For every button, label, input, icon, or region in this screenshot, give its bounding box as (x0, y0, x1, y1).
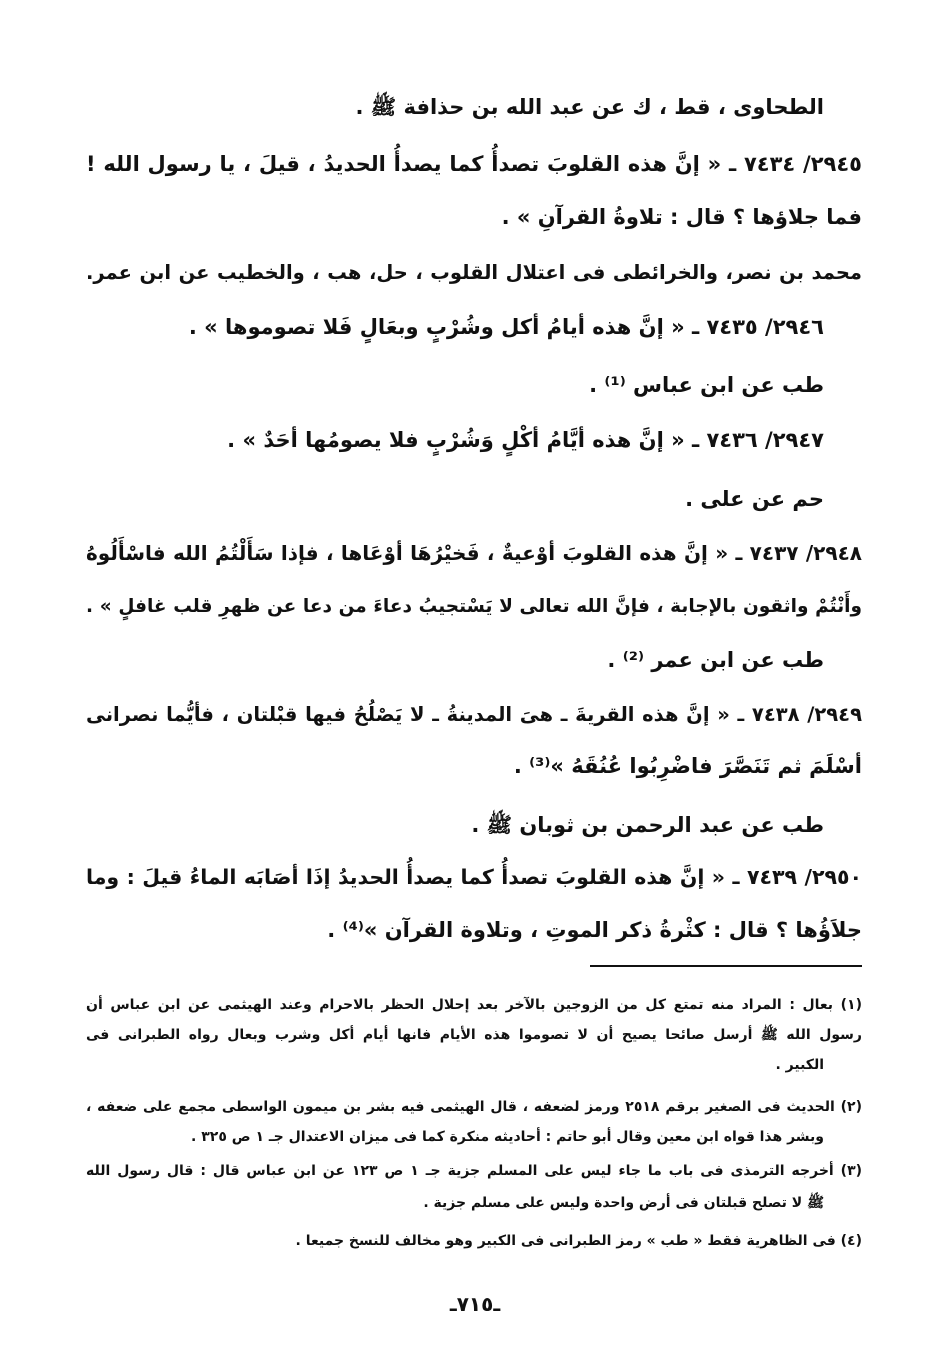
source-2946: طب عن ابن عباس ⁽¹⁾ . (589, 373, 824, 397)
footnote-2-line-1: (٢) الحديث فى الصغير برقم ٢٥١٨ ورمز لضعفه ، قال الهيثمى فيه بشر بن ميمون الواسطى مجمع على ضعفه ، (86, 1099, 862, 1115)
hadith-2949-line-2: أسْلَمَ ثم تَنَصَّرَ فاضْرِبُوا عُنُقَهُ »⁽³⁾ . (513, 754, 862, 778)
source-2948: طب عن ابن عمر ⁽²⁾ . (607, 648, 824, 672)
footnote-2-line-2: وبشر هذا قواه ابن معين وقال أبو حاتم : أحاديثه منكرة كما فى ميزان الاعتدال جـ ١ ص ٣٢٥ . (191, 1129, 824, 1145)
source-line: الطحاوى ، قط ، ك عن عبد الله بن حذافة ﷺ . (355, 95, 824, 119)
source-2949: طب عن عبد الرحمن بن ثوبان ﷺ . (471, 813, 824, 837)
footnote-1-line-3: الكبير . (775, 1057, 824, 1073)
hadith-2945-line-2: فما جلاؤها ؟ قال : تلاوةُ القرآنِ » . (501, 205, 862, 229)
hadith-2948-line-2: وأَنْتُمْ واثقون بالإجابة ، فإنَّ الله تعالى لا يَسْتجيبُ دعاءَ من دعا عن ظهرِ قلب غافلٍ » . (86, 596, 862, 617)
hadith-2946: ٢٩٤٦/ ٧٤٣٥ ـ « إنَّ هذه أيامُ أكل وشُرْبٍ وبعَالٍ فَلا تصوموها » . (188, 315, 824, 339)
footnote-3-line-1: (٣) أخرجه الترمذى فى باب ما جاء ليس على المسلم جزية جـ ١ ص ١٢٣ عن ابن عباس قال : قال رسول الله (86, 1163, 863, 1179)
source-2947: حم عن على . (685, 487, 824, 511)
source-2945: محمد بن نصر، والخرائطى فى اعتلال القلوب ، حل، هب ، والخطيب عن ابن عمر. (86, 261, 862, 284)
footnote-4: (٤) فى الظاهرية فقط « طب » رمز الطبرانى فى الكبير وهو مخالف للنسخ جميعا . (295, 1233, 862, 1249)
footnote-3-line-2: ﷺ لا تصلح قبلتان فى أرض واحدة وليس على مسلم جزية . (423, 1195, 824, 1211)
hadith-2947: ٢٩٤٧/ ٧٤٣٦ ـ « إنَّ هذه أيَّامُ أكْلٍ وَشُرْبٍ فلا يصومُها أحَدٌ » . (227, 428, 824, 452)
footnote-separator (590, 965, 862, 967)
hadith-2950-line-1: ٢٩٥٠/ ٧٤٣٩ ـ « إنَّ هذه القلوبَ تصدأُ كما يصدأُ الحديدُ إذَا أصَابَه الماءُ قيلَ : وما (86, 865, 862, 889)
page-number: ـ٧١٥ـ (449, 1292, 501, 1316)
hadith-2950-line-2: جلاَؤُها ؟ قال : كثْرةُ ذكر الموتِ ، وتلاوة القرآن »⁽⁴⁾ . (327, 918, 862, 942)
hadith-2949-line-1: ٢٩٤٩/ ٧٤٣٨ ـ « إنَّ هذه القريةَ ـ هىَ المدينةُ ـ لا يَصْلُحُ فيها قبْلتان ، فأيُّما نصرانى (86, 703, 862, 726)
hadith-2945-line-1: ٢٩٤٥/ ٧٤٣٤ ـ « إنَّ هذه القلوبَ تصدأُ كما يصدأُ الحديدُ ، قيلَ ، يا رسول الله ! (86, 152, 862, 176)
footnote-1-line-1: (١) بعال : المراد منه تمتع كل من الزوجين بالآخر بعد إحلال الحظر بالاحرام وعند الهيثمى عن ابن عباس أن (86, 997, 862, 1013)
hadith-2948-line-1: ٢٩٤٨/ ٧٤٣٧ ـ « إنَّ هذه القلوبَ أوْعيةٌ ، فَخيْرُهَا أوْعَاها ، فإذا سَأَلْتُمُ الله فاسْأَلُوهُ (86, 541, 862, 565)
footnote-1-line-2: رسول الله ﷺ أرسل صائحا يصيح أن لا تصوموا هذه الأيام فانها أيام أكل وشرب وبعال رواه الطبرانى فى (86, 1027, 862, 1043)
